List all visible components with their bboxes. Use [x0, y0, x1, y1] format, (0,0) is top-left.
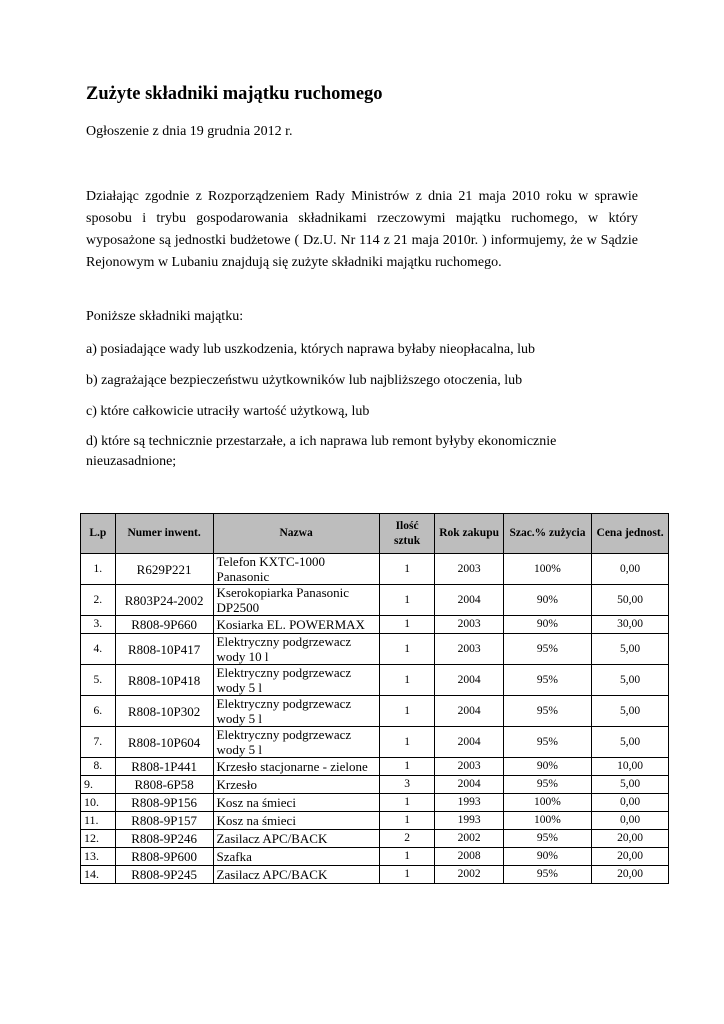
cell-wear: 95% — [503, 866, 591, 884]
cell-price: 10,00 — [592, 758, 669, 776]
cell-lp: 8. — [81, 758, 116, 776]
cell-quantity: 1 — [379, 758, 435, 776]
cell-year: 2003 — [435, 554, 503, 585]
cell-name: Kosz na śmieci — [213, 794, 379, 812]
cell-name: Zasilacz APC/BACK — [213, 830, 379, 848]
cell-lp: 5. — [81, 665, 116, 696]
cell-price: 30,00 — [592, 616, 669, 634]
cell-wear: 100% — [503, 812, 591, 830]
cell-lp: 3. — [81, 616, 116, 634]
cell-name: Kosz na śmieci — [213, 812, 379, 830]
table-row — [81, 634, 669, 665]
cell-name: Zasilacz APC/BACK — [213, 866, 379, 884]
cell-wear: 95% — [503, 776, 591, 794]
cell-inventory-number: R808-9P245 — [115, 866, 213, 884]
table-row — [81, 776, 669, 794]
header-lp: L.p — [81, 514, 116, 554]
cell-lp: 10. — [81, 794, 116, 812]
cell-lp: 9. — [81, 776, 116, 794]
cell-lp: 13. — [81, 848, 116, 866]
cell-quantity: 1 — [379, 696, 435, 727]
table-row — [81, 696, 669, 727]
cell-year: 2002 — [435, 866, 503, 884]
cell-wear: 95% — [503, 830, 591, 848]
cell-inventory-number: R808-9P156 — [115, 794, 213, 812]
cell-price: 20,00 — [592, 848, 669, 866]
table-row — [81, 848, 669, 866]
cell-year: 2008 — [435, 848, 503, 866]
table-row — [81, 665, 669, 696]
header-name: Nazwa — [213, 514, 379, 554]
header-unit-price: Cena jednost. — [592, 514, 669, 554]
cell-quantity: 1 — [379, 554, 435, 585]
cell-wear: 95% — [503, 665, 591, 696]
cell-quantity: 1 — [379, 616, 435, 634]
cell-wear: 90% — [503, 585, 591, 616]
cell-name: Elektryczny podgrzewacz wody 10 l — [213, 634, 379, 665]
cell-price: 5,00 — [592, 696, 669, 727]
cell-lp: 11. — [81, 812, 116, 830]
header-purchase-year: Rok zakupu — [435, 514, 503, 554]
cell-lp: 4. — [81, 634, 116, 665]
table-row — [81, 794, 669, 812]
cell-price: 5,00 — [592, 665, 669, 696]
cell-price: 5,00 — [592, 727, 669, 758]
cell-year: 2003 — [435, 758, 503, 776]
cell-inventory-number: R808-1P441 — [115, 758, 213, 776]
cell-inventory-number: R808-10P418 — [115, 665, 213, 696]
cell-name: Krzesło stacjonarne - zielone — [213, 758, 379, 776]
cell-name: Elektryczny podgrzewacz wody 5 l — [213, 727, 379, 758]
cell-year: 2004 — [435, 665, 503, 696]
cell-quantity: 1 — [379, 727, 435, 758]
cell-lp: 7. — [81, 727, 116, 758]
cell-year: 2003 — [435, 616, 503, 634]
cell-inventory-number: R808-9P157 — [115, 812, 213, 830]
reason-a: a) posiadające wady lub uszkodzenia, których naprawa byłaby nieopłacalna, lub — [86, 342, 535, 357]
cell-price: 0,00 — [592, 554, 669, 585]
cell-name: Szafka — [213, 848, 379, 866]
cell-inventory-number: R803P24-2002 — [115, 585, 213, 616]
cell-lp: 14. — [81, 866, 116, 884]
announcement-date: Ogłoszenie z dnia 19 grudnia 2012 r. — [86, 124, 293, 139]
cell-lp: 1. — [81, 554, 116, 585]
list-heading: Poniższe składniki majątku: — [86, 309, 244, 324]
cell-inventory-number: R808-10P417 — [115, 634, 213, 665]
cell-year: 2004 — [435, 585, 503, 616]
cell-wear: 90% — [503, 616, 591, 634]
cell-wear: 90% — [503, 848, 591, 866]
cell-name: Krzesło — [213, 776, 379, 794]
document-title: Zużyte składniki majątku ruchomego — [86, 84, 383, 104]
header-quantity: Ilość sztuk — [379, 514, 435, 554]
cell-price: 5,00 — [592, 634, 669, 665]
cell-quantity: 1 — [379, 812, 435, 830]
cell-price: 20,00 — [592, 866, 669, 884]
cell-name: Elektryczny podgrzewacz wody 5 l — [213, 696, 379, 727]
cell-name: Telefon KXTC-1000 Panasonic — [213, 554, 379, 585]
cell-price: 20,00 — [592, 830, 669, 848]
cell-year: 1993 — [435, 794, 503, 812]
cell-inventory-number: R808-10P302 — [115, 696, 213, 727]
cell-year: 2004 — [435, 727, 503, 758]
cell-wear: 95% — [503, 696, 591, 727]
cell-price: 0,00 — [592, 812, 669, 830]
cell-year: 2002 — [435, 830, 503, 848]
cell-name: Kserokopiarka Panasonic DP2500 — [213, 585, 379, 616]
cell-quantity: 1 — [379, 665, 435, 696]
header-wear: Szac.% zużycia — [503, 514, 591, 554]
table-row — [81, 554, 669, 585]
cell-quantity: 1 — [379, 585, 435, 616]
cell-lp: 2. — [81, 585, 116, 616]
cell-quantity: 2 — [379, 830, 435, 848]
cell-wear: 95% — [503, 634, 591, 665]
cell-wear: 95% — [503, 727, 591, 758]
cell-inventory-number: R808-9P600 — [115, 848, 213, 866]
table-row — [81, 758, 669, 776]
cell-name: Kosiarka EL. POWERMAX — [213, 616, 379, 634]
table-row — [81, 830, 669, 848]
cell-price: 50,00 — [592, 585, 669, 616]
cell-wear: 90% — [503, 758, 591, 776]
cell-wear: 100% — [503, 554, 591, 585]
reason-d: d) które są technicznie przestarzałe, a ich naprawa lub remont byłyby ekonomicznie nieuzasadnione; — [86, 434, 557, 469]
table-row — [81, 616, 669, 634]
cell-lp: 6. — [81, 696, 116, 727]
table-header-row — [81, 514, 669, 554]
table-row — [81, 866, 669, 884]
cell-year: 1993 — [435, 812, 503, 830]
cell-inventory-number: R808-6P58 — [115, 776, 213, 794]
cell-price: 0,00 — [592, 794, 669, 812]
cell-quantity: 1 — [379, 794, 435, 812]
reason-b: b) zagrażające bezpieczeństwu użytkowników lub najbliższego otoczenia, lub — [86, 373, 523, 388]
cell-year: 2004 — [435, 776, 503, 794]
cell-inventory-number: R808-9P246 — [115, 830, 213, 848]
table-row — [81, 812, 669, 830]
intro-paragraph: Działając zgodnie z Rozporządzeniem Rady Ministrów z dnia 21 maja 2010 roku w sprawie sposobu i trybu gospodarowania składnikami rzeczowymi majątku ruchomego, w który wyposażone są jednostki budżetowe ( Dz.U. Nr 114 z 21 maja 2010r. ) informujemy, że w Sądzie Rejonowym w Lubaniu znajdują się zużyte składniki majątku ruchomego. — [86, 189, 638, 270]
cell-inventory-number: R808-9P660 — [115, 616, 213, 634]
cell-year: 2003 — [435, 634, 503, 665]
cell-quantity: 3 — [379, 776, 435, 794]
reason-c: c) które całkowicie utraciły wartość użytkową, lub — [86, 404, 370, 419]
cell-lp: 12. — [81, 830, 116, 848]
cell-quantity: 1 — [379, 634, 435, 665]
cell-year: 2004 — [435, 696, 503, 727]
cell-name: Elektryczny podgrzewacz wody 5 l — [213, 665, 379, 696]
cell-inventory-number: R808-10P604 — [115, 727, 213, 758]
assets-table — [80, 513, 669, 884]
cell-inventory-number: R629P221 — [115, 554, 213, 585]
cell-wear: 100% — [503, 794, 591, 812]
cell-quantity: 1 — [379, 848, 435, 866]
cell-quantity: 1 — [379, 866, 435, 884]
header-inventory-number: Numer inwent. — [115, 514, 213, 554]
cell-price: 5,00 — [592, 776, 669, 794]
table-row — [81, 727, 669, 758]
table-row — [81, 585, 669, 616]
